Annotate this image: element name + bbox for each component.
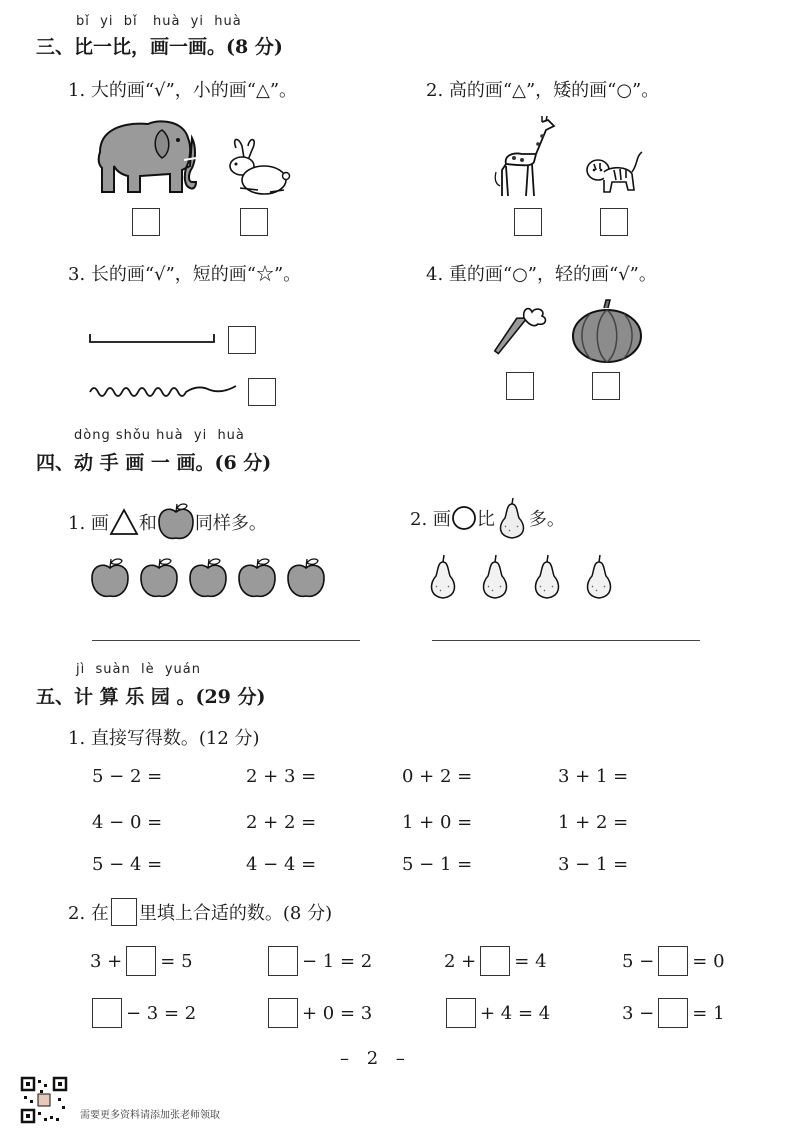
- equation: 3 + 1 =: [558, 766, 629, 787]
- answer-box-rabbit[interactable]: [240, 208, 268, 236]
- qr-code-icon: [20, 1076, 68, 1124]
- pear-icon: [532, 552, 562, 602]
- section5-sub2: [68, 898, 332, 926]
- section5-title: 五、计 算 乐 园 。(29 分): [36, 686, 266, 708]
- fill-box[interactable]: [268, 998, 298, 1028]
- apple-icon: [286, 556, 326, 600]
- triangle-icon: [109, 508, 139, 536]
- fill-text: 3 −: [622, 1002, 655, 1024]
- pear-icon: [480, 552, 510, 602]
- apple-icon: [90, 556, 130, 600]
- section4-q2: [410, 496, 565, 540]
- equation: 1 + 2 =: [558, 812, 629, 833]
- giraffe-icon: [492, 116, 562, 198]
- pumpkin-icon: [570, 300, 644, 364]
- section5-pinyin: jì suàn lè yuán: [76, 662, 201, 677]
- fill-box[interactable]: [658, 946, 688, 976]
- equation: 4 − 4 =: [246, 854, 317, 875]
- equation: 1 + 0 =: [402, 812, 473, 833]
- fill-equation: [268, 998, 372, 1028]
- section4-q1: [68, 502, 267, 542]
- tiger-icon: [584, 150, 644, 198]
- section4-pinyin: dòng shǒu huà yi huà: [74, 428, 245, 443]
- pear-row: [428, 552, 614, 602]
- fill-text: = 1: [692, 1002, 725, 1024]
- equation: 5 − 2 =: [92, 766, 163, 787]
- fill-equation: [268, 946, 372, 976]
- section5-sub1: 1. 直接写得数。(12 分): [68, 728, 260, 749]
- section4-title: 四、动 手 画 一 画。(6 分): [36, 452, 272, 474]
- fill-text: − 1 = 2: [302, 950, 373, 972]
- answer-box-carrot[interactable]: [506, 372, 534, 400]
- fill-text: 3 +: [90, 950, 123, 972]
- equation: 3 − 1 =: [558, 854, 629, 875]
- answer-box-tiger[interactable]: [600, 208, 628, 236]
- wavy-line-figure: [88, 380, 238, 400]
- fill-text: + 0 = 3: [302, 1002, 373, 1024]
- apple-icon: [157, 502, 195, 542]
- fill-box[interactable]: [268, 946, 298, 976]
- section3-q4: 4. 重的画“○”，轻的画“√”。: [426, 264, 657, 285]
- answer-box-elephant[interactable]: [132, 208, 160, 236]
- fill-box[interactable]: [126, 946, 156, 976]
- answer-box-giraffe[interactable]: [514, 208, 542, 236]
- answer-box-pumpkin[interactable]: [592, 372, 620, 400]
- section3-q3: 3. 长的画“√”，短的画“☆”。: [68, 264, 302, 285]
- section4-q1-pre: 1. 画: [68, 513, 109, 534]
- page-number: – 2 –: [340, 1048, 411, 1069]
- fill-box[interactable]: [658, 998, 688, 1028]
- apple-icon: [139, 556, 179, 600]
- apple-icon: [188, 556, 228, 600]
- rabbit-icon: [218, 138, 290, 198]
- section4-q1-post: 同样多。: [194, 513, 267, 534]
- equation: 0 + 2 =: [402, 766, 473, 787]
- section3-q2: 2. 高的画“△”，矮的画“○”。: [426, 80, 660, 101]
- equation: 5 − 4 =: [92, 854, 163, 875]
- equation: 2 + 2 =: [246, 812, 317, 833]
- carrot-icon: [494, 304, 550, 362]
- fill-equation: [622, 998, 725, 1028]
- footer-text: 需要更多资料请添加张老师领取: [80, 1110, 220, 1121]
- fill-equation: [90, 946, 193, 976]
- circle-icon: [451, 505, 477, 531]
- equation: 2 + 3 =: [246, 766, 317, 787]
- straight-line-figure: [88, 330, 218, 346]
- section5-sub2-pre: 2. 在: [68, 903, 109, 924]
- fill-equation: [92, 998, 196, 1028]
- section4-q2-mid: 比: [476, 509, 495, 530]
- apple-row: [90, 556, 326, 600]
- section5-sub2-post: 里填上合适的数。(8 分): [138, 903, 333, 924]
- fill-text: = 4: [514, 950, 547, 972]
- apple-icon: [237, 556, 277, 600]
- equation: 5 − 1 =: [402, 854, 473, 875]
- section4-q2-post: 多。: [528, 509, 565, 530]
- section3-q1: 1. 大的画“√”，小的画“△”。: [68, 80, 298, 101]
- pear-icon: [495, 496, 529, 540]
- drawing-line-1[interactable]: [92, 640, 360, 641]
- example-box: [111, 898, 137, 926]
- fill-box[interactable]: [446, 998, 476, 1028]
- fill-text: 2 +: [444, 950, 477, 972]
- section3-pinyin: bǐ yi bǐ huà yi huà: [76, 14, 242, 29]
- equation: 4 − 0 =: [92, 812, 163, 833]
- fill-equation: [444, 946, 547, 976]
- fill-text: − 3 = 2: [126, 1002, 197, 1024]
- pear-icon: [428, 552, 458, 602]
- fill-text: 5 −: [622, 950, 655, 972]
- pear-icon: [584, 552, 614, 602]
- drawing-line-2[interactable]: [432, 640, 700, 641]
- fill-text: = 5: [160, 950, 193, 972]
- fill-box[interactable]: [92, 998, 122, 1028]
- section4-q1-mid: 和: [138, 513, 157, 534]
- section4-q2-pre: 2. 画: [410, 509, 451, 530]
- fill-equation: [622, 946, 725, 976]
- section3-title: 三、比一比，画一画。(8 分): [36, 36, 283, 58]
- fill-text: + 4 = 4: [480, 1002, 551, 1024]
- fill-text: = 0: [692, 950, 725, 972]
- elephant-icon: [92, 116, 202, 196]
- fill-box[interactable]: [480, 946, 510, 976]
- answer-box-straight-line[interactable]: [228, 326, 256, 354]
- fill-equation: [446, 998, 550, 1028]
- answer-box-wavy-line[interactable]: [248, 378, 276, 406]
